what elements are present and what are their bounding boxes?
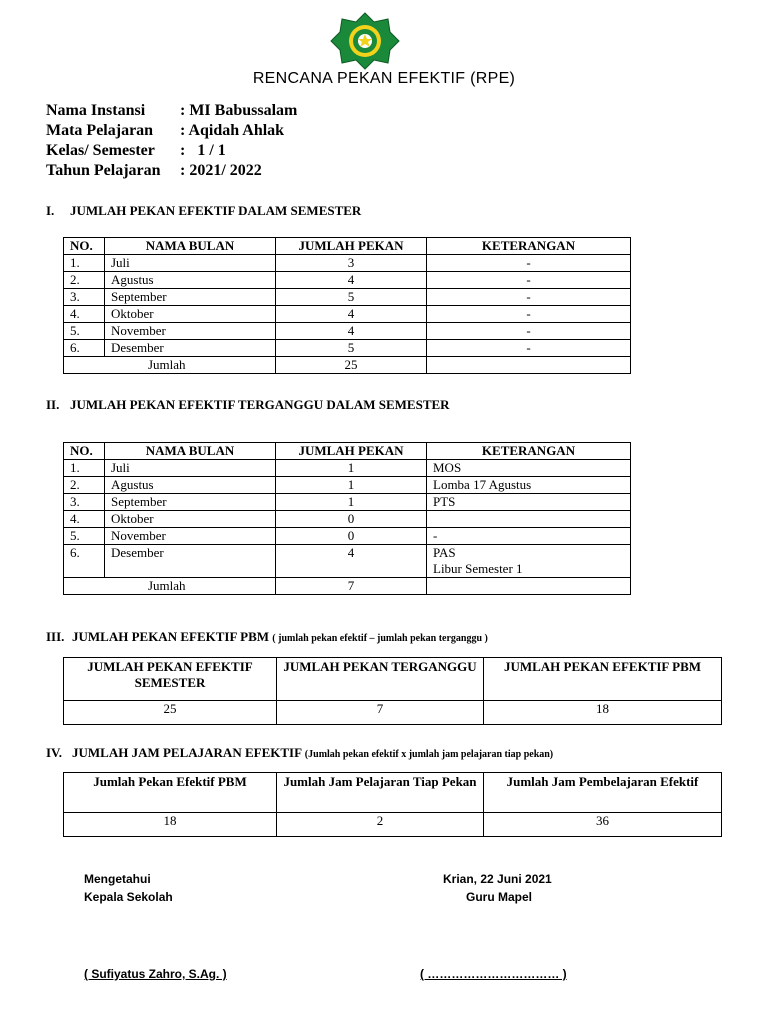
signature-guru-name: ( …………………………… ): [420, 967, 567, 981]
header-bulan: NAMA BULAN: [105, 238, 276, 255]
cell-keterangan: -: [427, 340, 631, 357]
cell-bulan: Oktober: [105, 306, 276, 323]
cell-bulan: Desember: [105, 545, 276, 578]
cell-no: 3.: [64, 494, 105, 511]
cell-terganggu: 7: [277, 701, 484, 725]
table-row: [64, 494, 631, 511]
cell-jumlah: 4: [276, 272, 427, 289]
table-row: [64, 545, 631, 578]
cell-jumlah: 5: [276, 340, 427, 357]
cell-jumlah: 1: [276, 460, 427, 477]
cell-keterangan: [427, 545, 631, 578]
table-pekan-terganggu: [63, 442, 631, 595]
cell-no: 1.: [64, 460, 105, 477]
cell-empty: [427, 357, 631, 374]
table-pekan-efektif: [63, 237, 631, 374]
document-title: RENCANA PEKAN EFEKTIF (RPE): [252, 70, 516, 87]
table-row: [64, 323, 631, 340]
cell-keterangan: [427, 511, 631, 528]
cell-no: 3.: [64, 289, 105, 306]
cell-keterangan: -: [427, 272, 631, 289]
cell-keterangan: MOS: [427, 460, 631, 477]
cell-no: 2.: [64, 272, 105, 289]
cell-bulan: Juli: [105, 460, 276, 477]
cell-bulan: September: [105, 289, 276, 306]
section-1-heading: [46, 203, 361, 219]
cell-jumlah: 0: [276, 528, 427, 545]
signature-kepala-sekolah: Kepala Sekolah: [84, 890, 173, 904]
section-4-heading: [46, 745, 553, 761]
section-title: JUMLAH PEKAN EFEKTIF PBM: [72, 629, 270, 644]
cell-jumlah: 4: [276, 545, 427, 578]
table-row: [64, 306, 631, 323]
table-header-row: [64, 238, 631, 255]
table-row: [64, 255, 631, 272]
cell-jumlah: 0: [276, 511, 427, 528]
total-value: 25: [276, 357, 427, 374]
table-header-row: [64, 773, 722, 813]
header-no: NO.: [64, 238, 105, 255]
section-2-heading: [46, 397, 450, 413]
cell-no: 1.: [64, 255, 105, 272]
table-header-row: [64, 658, 722, 701]
cell-bulan: Oktober: [105, 511, 276, 528]
header-jam-tiap-pekan: Jumlah Jam Pelajaran Tiap Pekan: [277, 773, 484, 813]
cell-no: 5.: [64, 323, 105, 340]
cell-keterangan: -: [427, 255, 631, 272]
signature-mengetahui: Mengetahui: [84, 872, 151, 886]
signature-place-date: Krian, 22 Juni 2021: [443, 872, 552, 886]
cell-no: 2.: [64, 477, 105, 494]
cell-efektif-pbm: 18: [484, 701, 722, 725]
cell-keterangan: -: [427, 323, 631, 340]
section-title: JUMLAH JAM PELAJARAN EFEKTIF: [72, 745, 302, 760]
section-number: I.: [46, 203, 55, 218]
total-label: Jumlah: [64, 578, 276, 595]
header-keterangan: KETERANGAN: [427, 443, 631, 460]
cell-no: 5.: [64, 528, 105, 545]
info-row-kelas: [46, 142, 226, 160]
cell-no: 4.: [64, 306, 105, 323]
keterangan-line-1: PAS: [433, 545, 456, 560]
cell-jumlah: 1: [276, 494, 427, 511]
header-pekan-pbm: Jumlah Pekan Efektif PBM: [64, 773, 277, 813]
cell-no: 6.: [64, 340, 105, 357]
cell-keterangan: -: [427, 289, 631, 306]
info-value: : 1 / 1: [180, 142, 226, 159]
cell-bulan: November: [105, 323, 276, 340]
table-total-row: [64, 578, 631, 595]
info-row-mapel: [46, 122, 284, 140]
section-3-heading: [46, 629, 488, 645]
cell-jam-efektif: 36: [484, 813, 722, 837]
section-title: JUMLAH PEKAN EFEKTIF TERGANGGU DALAM SEMESTER: [70, 397, 450, 412]
signature-kepala-name: ( Sufiyatus Zahro, S.Ag. ): [84, 967, 227, 981]
cell-bulan: Agustus: [105, 272, 276, 289]
table-jam-pelajaran: [63, 772, 722, 837]
cell-pekan-pbm: 18: [64, 813, 277, 837]
header-bulan: NAMA BULAN: [105, 443, 276, 460]
cell-bulan: Desember: [105, 340, 276, 357]
section-note: (Jumlah pekan efektif x jumlah jam pelajaran tiap pekan): [304, 749, 554, 760]
section-number: IV.: [46, 745, 63, 760]
cell-jumlah: 4: [276, 306, 427, 323]
header-keterangan: KETERANGAN: [427, 238, 631, 255]
cell-empty: [427, 578, 631, 595]
table-row: [64, 340, 631, 357]
table-row: [64, 701, 722, 725]
table-row: [64, 289, 631, 306]
cell-jam-tiap-pekan: 2: [277, 813, 484, 837]
header-efektif-semester: JUMLAH PEKAN EFEKTIF SEMESTER: [64, 658, 277, 701]
cell-bulan: Agustus: [105, 477, 276, 494]
table-row: [64, 477, 631, 494]
cell-bulan: November: [105, 528, 276, 545]
info-label: Tahun Pelajaran: [46, 162, 161, 179]
info-label: Nama Instansi: [46, 102, 146, 119]
total-label: Jumlah: [64, 357, 276, 374]
info-label: Mata Pelajaran: [46, 122, 154, 139]
header-no: NO.: [64, 443, 105, 460]
header-jumlah: JUMLAH PEKAN: [276, 238, 427, 255]
table-row: [64, 813, 722, 837]
keterangan-line-2: Libur Semester 1: [433, 561, 523, 576]
total-value: 7: [276, 578, 427, 595]
cell-jumlah: 5: [276, 289, 427, 306]
table-pekan-pbm: [63, 657, 722, 725]
section-note: ( jumlah pekan efektif – jumlah pekan terganggu ): [272, 633, 488, 644]
cell-keterangan: PTS: [427, 494, 631, 511]
kemenag-logo-icon: [330, 12, 400, 70]
cell-bulan: Juli: [105, 255, 276, 272]
info-value: : MI Babussalam: [180, 102, 298, 119]
header-jumlah: JUMLAH PEKAN: [276, 443, 427, 460]
section-number: II.: [46, 397, 60, 412]
cell-bulan: September: [105, 494, 276, 511]
info-row-tahun: [46, 162, 262, 180]
info-label: Kelas/ Semester: [46, 142, 155, 159]
cell-keterangan: Lomba 17 Agustus: [427, 477, 631, 494]
table-row: [64, 460, 631, 477]
signature-guru-mapel: Guru Mapel: [466, 890, 533, 904]
section-number: III.: [46, 629, 65, 644]
header-efektif-pbm: JUMLAH PEKAN EFEKTIF PBM: [484, 658, 722, 701]
table-header-row: [64, 443, 631, 460]
cell-jumlah: 4: [276, 323, 427, 340]
table-total-row: [64, 357, 631, 374]
table-row: [64, 511, 631, 528]
cell-efektif-semester: 25: [64, 701, 277, 725]
info-value: : 2021/ 2022: [180, 162, 262, 179]
cell-no: 4.: [64, 511, 105, 528]
header-terganggu: JUMLAH PEKAN TERGANGGU: [277, 658, 484, 701]
cell-keterangan: -: [427, 528, 631, 545]
cell-no: 6.: [64, 545, 105, 578]
table-row: [64, 528, 631, 545]
header-jam-efektif: Jumlah Jam Pembelajaran Efektif: [484, 773, 722, 813]
table-row: [64, 272, 631, 289]
cell-keterangan: -: [427, 306, 631, 323]
info-row-instansi: [46, 102, 297, 120]
cell-jumlah: 3: [276, 255, 427, 272]
info-value: : Aqidah Ahlak: [180, 122, 285, 139]
section-title: JUMLAH PEKAN EFEKTIF DALAM SEMESTER: [70, 203, 362, 218]
cell-jumlah: 1: [276, 477, 427, 494]
